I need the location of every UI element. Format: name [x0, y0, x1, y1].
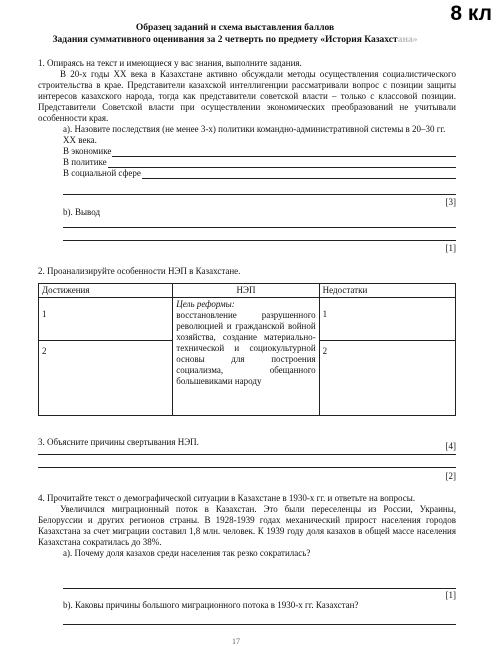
answer-field-politics[interactable] [38, 157, 456, 168]
cell-number: 1 [322, 309, 328, 319]
col-nep: НЭП [173, 284, 319, 298]
answer-line-3-1[interactable] [38, 454, 456, 455]
header-line-1: Образец заданий и схема выставления баллов [135, 23, 335, 33]
page-number: 17 [232, 637, 240, 646]
score-3: [2] [445, 471, 456, 481]
cell-shortcoming-2[interactable] [319, 341, 455, 416]
task-1-question-b-wrap [38, 207, 456, 218]
nep-table [38, 283, 456, 416]
task-4-text: Увеличился миграционный поток в Казахстан. Это были переселенцы из России, Украины, Белоруссии и других регионов страны. В 1928-1939 годах механический прирост населения городов Казахстана за счет миграции составил 1,8 млн. человек. К 1939 году доля казахов в общей массе населения Казахстана сократилась до 38%. [38, 504, 456, 547]
task-1-question-b: b). Вывод [63, 207, 101, 217]
answer-line [142, 170, 456, 179]
answer-line-1a-extra[interactable] [63, 194, 456, 195]
field-label-social: В социальной сфере [63, 168, 141, 178]
col-achievements: Достижения [39, 284, 173, 298]
task-1-question-a: а). Назовите последствия (не менее 3-х) политики командно-административной системы в 20–30 гг. XX века. [63, 124, 446, 145]
answer-line [112, 148, 456, 157]
score-1a: [3] [445, 197, 456, 207]
task-4 [38, 493, 456, 559]
document-header [0, 22, 470, 46]
score-2: [4] [445, 441, 456, 451]
goal-text: восстановление разрушенного революцией и гражданской войной хозяйства, создание материально-технической и социокультурной основы для построения социализма, обещанного большевиками народу [176, 310, 316, 386]
answer-field-economy[interactable] [38, 146, 456, 157]
table-row [39, 298, 456, 341]
header-line-2 [0, 34, 470, 46]
table-header-row [39, 284, 456, 298]
task-2-heading: 2. Проанализируйте особенности НЭП в Казахстане. [38, 266, 241, 276]
answer-line [108, 159, 456, 168]
task-1 [38, 58, 456, 179]
col-shortcomings: Недостатки [319, 284, 455, 298]
field-label-economy: В экономике [63, 146, 112, 156]
cell-achievement-1[interactable] [39, 298, 173, 341]
header-line-2-main: Задания суммативного оценивания за 2 четверть по предмету «История Казахст [52, 35, 398, 45]
task-4-heading: 4. Прочитайте текст о демографической ситуации в Казахстане в 1930-х гг. и ответьте на вопросы. [38, 493, 416, 503]
task-4-question-a: а). Почему доля казахов среди населения так резко сократилась? [63, 548, 311, 558]
answer-line-3-2[interactable] [38, 467, 456, 468]
answer-line-4a[interactable] [63, 588, 456, 589]
answer-line-1b-1[interactable] [63, 227, 456, 228]
task-4-question-b-wrap [38, 600, 456, 611]
cell-number: 2 [322, 346, 328, 356]
grade-badge: 8 кл [450, 2, 492, 25]
answer-field-social[interactable] [38, 168, 456, 179]
goal-label: Цель реформы: [176, 299, 235, 309]
task-1-text: В 20-х годы XX века в Казахстане активно обсуждали методы осуществления социалистического строительства в крае. Представители казахской интеллигенции рассматривали вопрос с позиции защиты интересов казахского народа, тогда как представители советской власти – только с классовой позиции. Представители Советской власти при осуществлении экономических преобразований не учитывали особенности края. [38, 69, 456, 123]
header-line-2-faded: ана» [397, 35, 418, 45]
cell-achievement-2[interactable] [39, 341, 173, 416]
cell-nep-goal [173, 298, 319, 416]
cell-number: 2 [42, 346, 47, 356]
answer-line-4b[interactable] [63, 624, 456, 625]
answer-line-1b-2[interactable] [63, 240, 456, 241]
task-3-heading: 3. Объясните причины свертывания НЭП. [38, 437, 199, 447]
field-label-politics: В политике [63, 157, 107, 167]
cell-number: 1 [42, 309, 47, 319]
task-4-question-b: b). Каковы причины большого миграционного потока в 1930-х гг. Казахстан? [63, 600, 359, 610]
score-1b: [1] [445, 243, 456, 253]
score-4a: [1] [445, 590, 456, 600]
cell-shortcoming-1[interactable] [319, 298, 455, 341]
task-1-heading: 1. Опираясь на текст и имеющиеся у вас знания, выполните задания. [38, 58, 302, 68]
